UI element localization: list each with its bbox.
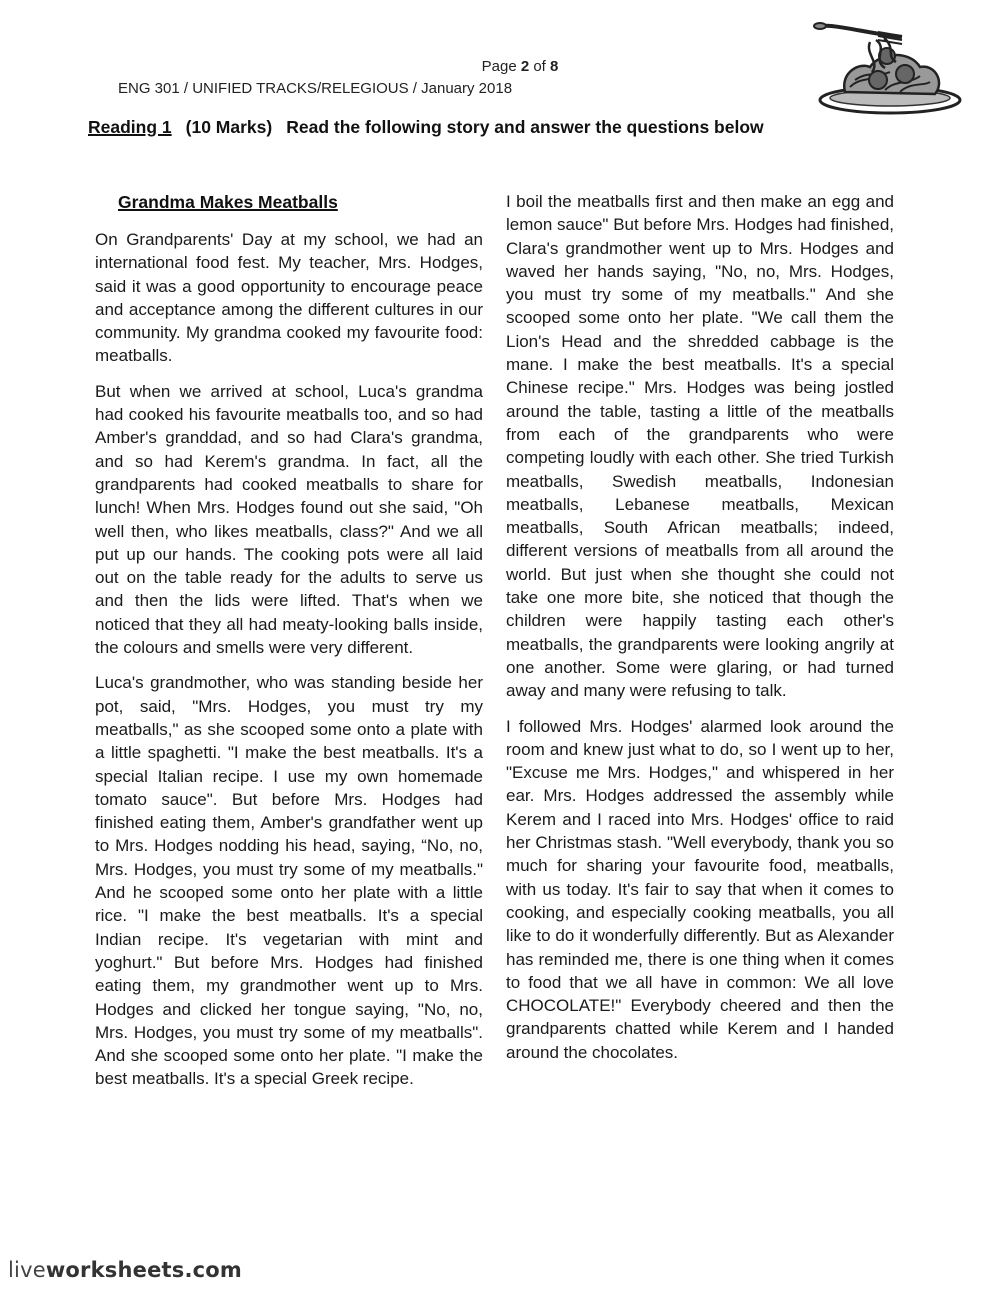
page-current: 2 xyxy=(520,58,530,75)
story-paragraph: On Grandparents' Day at my school, we had an international food fest. My teacher, Mrs. Hodges, said it was a good opportunity to encourage peace and acceptance among the different cultures in our community. My grandma cooked my favourite food: meatballs. xyxy=(95,230,483,366)
course-line: ENG 301 / UNIFIED TRACKS/RELEGIOUS / January 2018 xyxy=(118,80,513,97)
page-total: 8 xyxy=(550,58,559,75)
page-number xyxy=(440,58,600,75)
liveworksheets-logo xyxy=(8,1258,242,1282)
story-paragraph: I followed Mrs. Hodges' alarmed look around the room and knew just what to do, so I went up to her, "Excuse me Mrs. Hodges," and whispered in her ear. Mrs. Hodges addressed the assembly while Kerem and I raced into Mrs. Hodges' office to raid her Christmas stash. "Well everybody, thank you so much for sharing your favourite food, meatballs, with us today. It's fair to say that when it comes to cooking, and especially cooking meatballs, you all like to do it wonderfully differently. But as Alexander has reminded me, there is one thing when it comes to food that we all have in common: We all love CHOCOLATE!" Everybody cheered and then the grandparents chatted while Kerem and I handed around the chocolates. xyxy=(506,716,894,1062)
section-label: Reading 1 xyxy=(88,117,172,137)
page-prefix: Page xyxy=(481,58,521,75)
spaghetti-meatballs-icon xyxy=(800,12,975,117)
page-of: of xyxy=(529,58,551,75)
story-paragraph: I boil the meatballs first and then make an egg and lemon sauce" But before Mrs. Hodges had finished, Clara's grandmother went up to Mrs. Hodges and waved her hands saying, "No, no, Mrs. Hodges, you must try some of my meatballs." And she scooped some onto her plate. "We call them the Lion's Head and the shredded cabbage is the mane. I make the best meatballs. It's a special Chinese recipe." Mrs. Hodges was being jostled around the table, tasting a little of the meatballs from each of the grandparents who were competing loudly with each other. She tried Turkish meatballs, Swedish meatballs, Indonesian meatballs, Lebanese meatballs, Mexican meatballs, South African meatballs; indeed, different versions of meatballs from all around the world. But just when she thought she could not take one more bite, she noticed that though the children were happily tasting each other's meatballs, the grandparents were looking angrily at one another. Some were glaring, or had turned away and many were refusing to talk. xyxy=(506,192,894,701)
instruction-text: Read the following story and answer the questions below xyxy=(286,117,764,137)
story-title: Grandma Makes Meatballs xyxy=(118,192,338,212)
story-paragraph: But when we arrived at school, Luca's grandma had cooked his favourite meatballs too, and so had Amber's granddad, and so had Clara's grandma, and so had Kerem's grandma. In fact, all the grandparents had cooked meatballs to share for lunch! When Mrs. Hodges found out she said, "Oh well then, who likes meatballs, class?" And we all put up our hands. The cooking pots were all laid out on the table ready for the adults to serve us and then the lids were lifted. That's when we noticed that they all had meaty-looking balls inside, the colours and smells were very different. xyxy=(95,381,483,658)
reading-instructions xyxy=(88,117,764,138)
brand-light: live xyxy=(8,1258,46,1282)
marks: (10 Marks) xyxy=(185,117,273,137)
story-column-left xyxy=(95,228,483,1103)
story-paragraph: Luca's grandmother, who was standing beside her pot, said, "Mrs. Hodges, you must try my meatballs," as she scooped some onto a plate with a little spaghetti. "I make the best meatballs. It's a special Italian recipe. I use my own homemade tomato sauce". But before Mrs. Hodges had finished eating them, Amber's grandfather went up to Mrs. Hodges nodding his head, saying, “No, no, Mrs. Hodges, you must try some of my meatballs." And he scooped some onto her plate with a little rice. "I make the best meatballs. It's a special Indian recipe. It's vegetarian with mint and yoghurt." But before Mrs. Hodges had finished eating them, my grandmother went up to Mrs. Hodges and clicked her tongue saying, "No, no, Mrs. Hodges, you must try some of my meatballs". And she scooped some onto her plate. "I make the best meatballs. It's a special Greek recipe. xyxy=(95,673,483,1089)
brand-bold: worksheets.com xyxy=(45,1258,242,1282)
story-column-right xyxy=(506,190,894,1076)
